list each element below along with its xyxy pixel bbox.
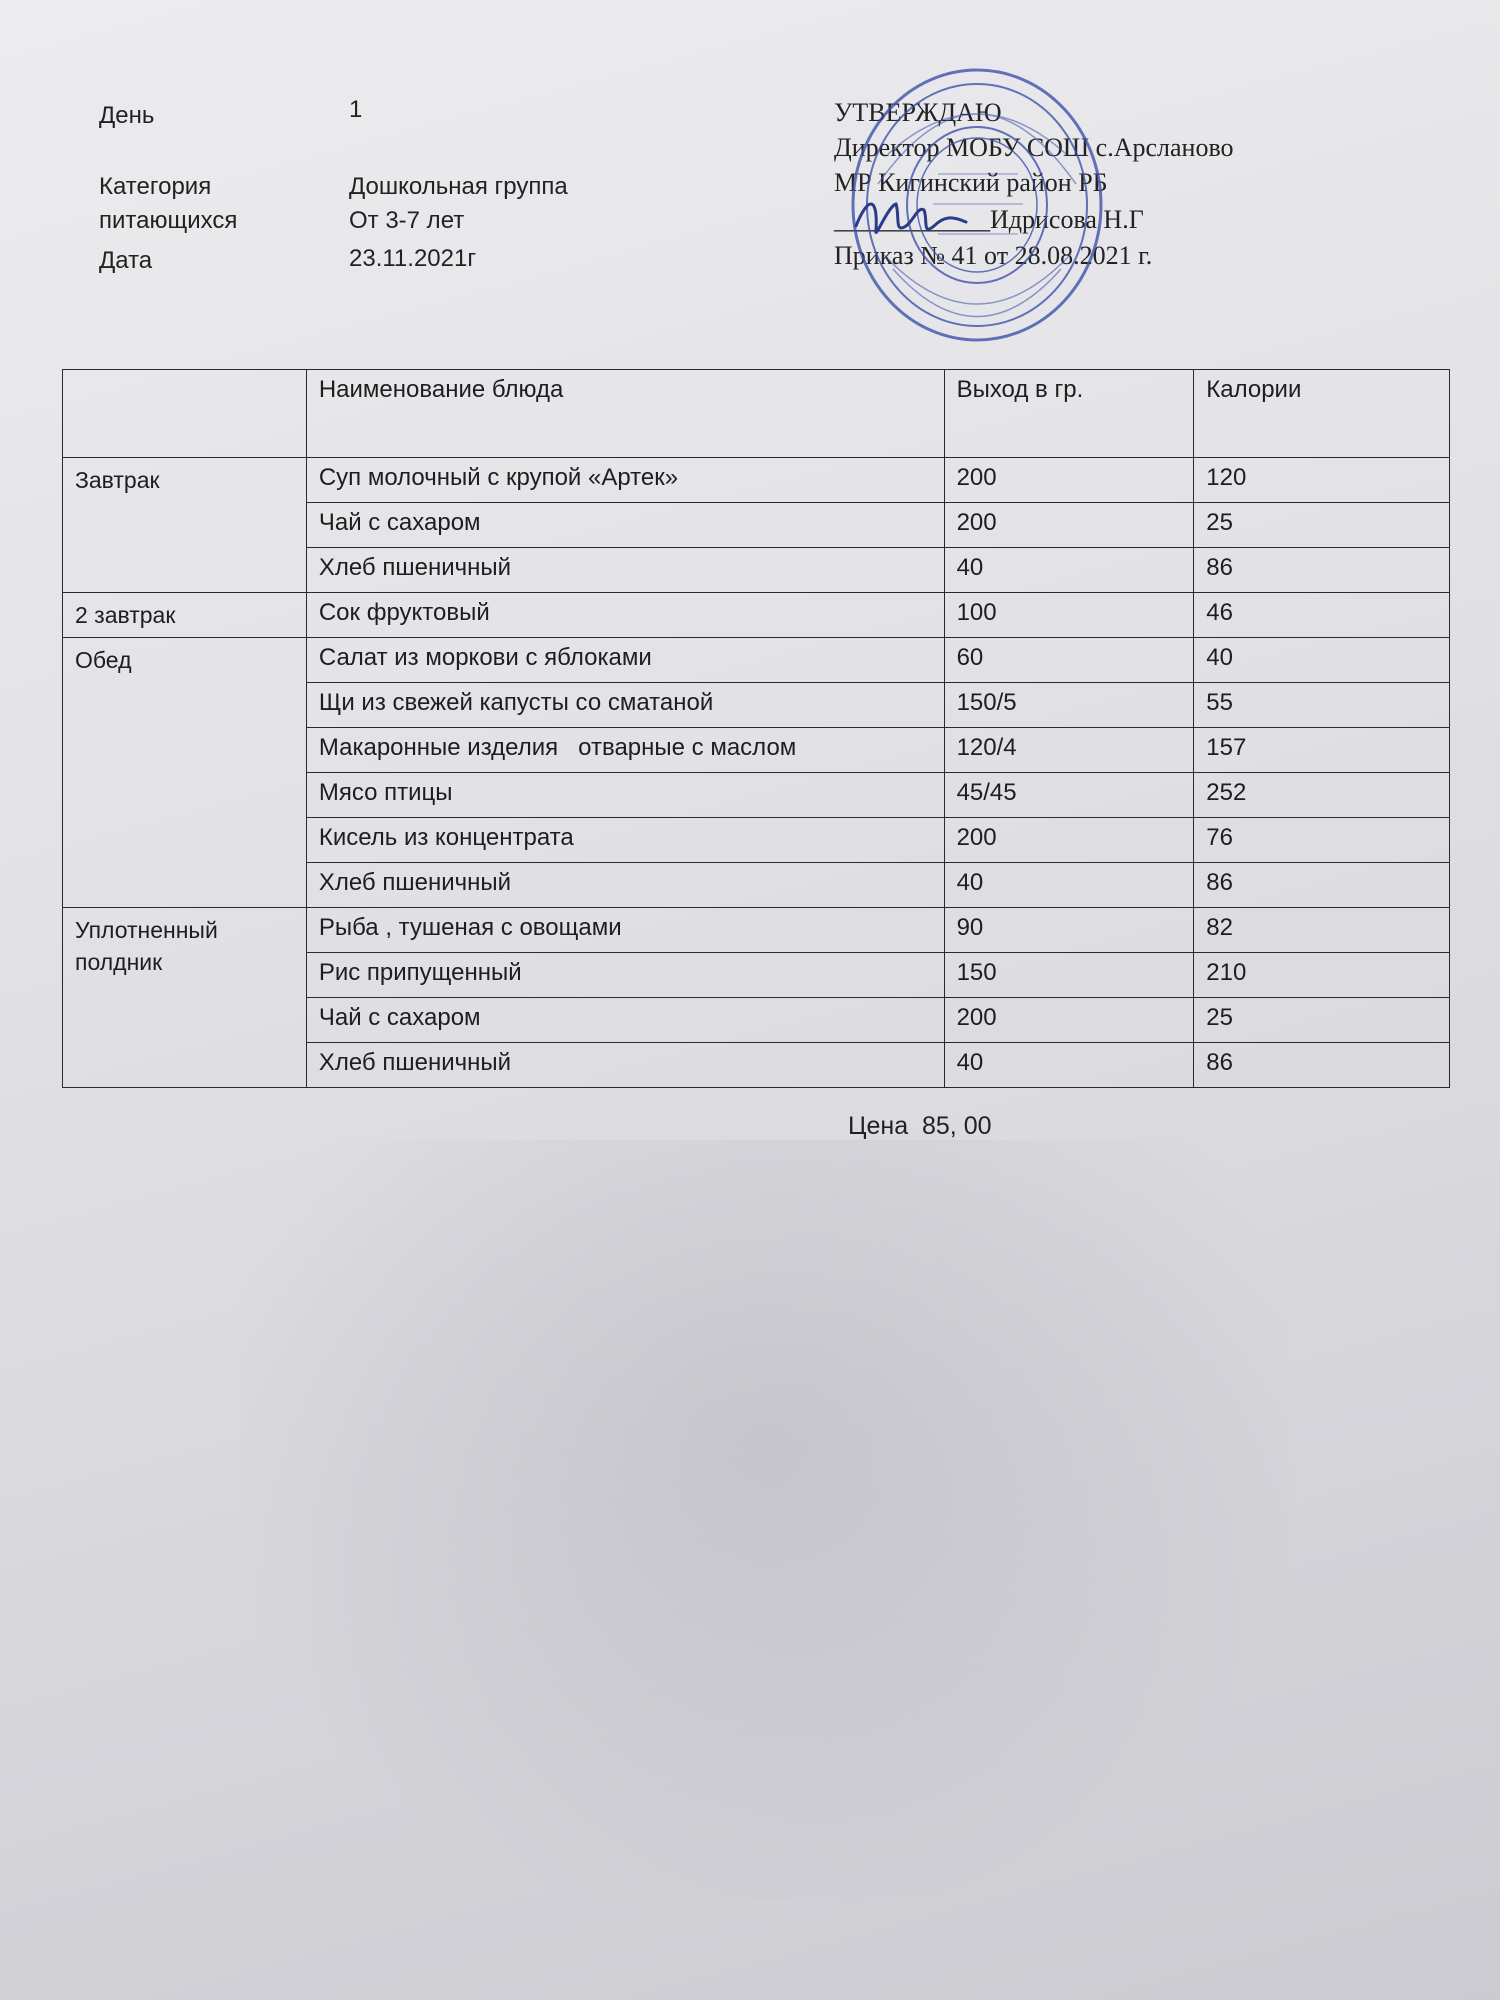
dish-cell: Салат из моркови с яблоками [306, 638, 944, 683]
header-output: Выход в гр. [944, 370, 1194, 458]
dish-cell: Чай с сахаром [306, 503, 944, 548]
day-value: 1 [349, 96, 363, 123]
menu-table [62, 369, 1450, 1088]
calories-cell: 252 [1194, 773, 1450, 818]
category-label-line1: Категория [99, 173, 212, 200]
output-cell: 90 [944, 908, 1194, 953]
calories-cell: 76 [1194, 818, 1450, 863]
category-label-line2: питающихся [99, 207, 238, 234]
calories-cell: 86 [1194, 548, 1450, 593]
date-value: 23.11.2021г [349, 245, 477, 272]
date-label: Дата [99, 247, 153, 274]
output-cell: 40 [944, 1043, 1194, 1088]
calories-cell: 40 [1194, 638, 1450, 683]
dish-cell: Сок фруктовый [306, 593, 944, 638]
calories-cell: 86 [1194, 1043, 1450, 1088]
calories-cell: 120 [1194, 458, 1450, 503]
dish-cell: Мясо птицы [306, 773, 944, 818]
meal-afternoon-snack: Уплотненный полдник [63, 908, 307, 1088]
approval-line-4: Приказ № 41 от 28.08.2021 г. [834, 241, 1153, 270]
calories-cell: 157 [1194, 728, 1450, 773]
header-calories: Калории [1194, 370, 1450, 458]
dish-cell: Рис припущенный [306, 953, 944, 998]
output-cell: 150 [944, 953, 1194, 998]
table-header-row [63, 370, 1450, 458]
calories-cell: 86 [1194, 863, 1450, 908]
approval-line-2: МР Кигинский район РБ [834, 168, 1108, 197]
calories-cell: 25 [1194, 998, 1450, 1043]
dish-cell: Хлеб пшеничный [306, 1043, 944, 1088]
dish-cell: Чай с сахаром [306, 998, 944, 1043]
dish-cell: Щи из свежей капусты со сматаной [306, 683, 944, 728]
output-cell: 60 [944, 638, 1194, 683]
meal-second-breakfast: 2 завтрак [63, 593, 307, 638]
dish-cell: Кисель из концентрата [306, 818, 944, 863]
output-cell: 40 [944, 863, 1194, 908]
calories-cell: 210 [1194, 953, 1450, 998]
dish-cell: Хлеб пшеничный [306, 863, 944, 908]
bleed-through-shadow [240, 1140, 1290, 1900]
category-value-line2: От 3-7 лет [349, 207, 465, 234]
output-cell: 200 [944, 998, 1194, 1043]
table-row [63, 908, 1450, 953]
price-label: Цена 85, 00 [848, 1112, 992, 1140]
meal-lunch: Обед [63, 638, 307, 908]
meal-breakfast: Завтрак [63, 458, 307, 593]
day-label: День [99, 102, 155, 129]
table-row [63, 458, 1450, 503]
approval-title: УТВЕРЖДАЮ [834, 98, 1002, 127]
output-cell: 45/45 [944, 773, 1194, 818]
output-cell: 120/4 [944, 728, 1194, 773]
output-cell: 200 [944, 503, 1194, 548]
table-row [63, 638, 1450, 683]
dish-cell: Суп молочный с крупой «Артек» [306, 458, 944, 503]
approval-line-3: ____________Идрисова Н.Г [834, 205, 1144, 234]
header-dish-name: Наименование блюда [306, 370, 944, 458]
calories-cell: 82 [1194, 908, 1450, 953]
calories-cell: 25 [1194, 503, 1450, 548]
output-cell: 200 [944, 818, 1194, 863]
header-meal [63, 370, 307, 458]
approval-line-1: Директор МОБУ СОШ с.Арсланово [834, 133, 1234, 162]
table-row [63, 593, 1450, 638]
output-cell: 100 [944, 593, 1194, 638]
dish-cell: Макаронные изделия отварные с маслом [306, 728, 944, 773]
calories-cell: 46 [1194, 593, 1450, 638]
output-cell: 200 [944, 458, 1194, 503]
category-value-line1: Дошкольная группа [349, 173, 568, 200]
output-cell: 150/5 [944, 683, 1194, 728]
dish-cell: Рыба , тушеная с овощами [306, 908, 944, 953]
signature-icon [848, 186, 978, 246]
calories-cell: 55 [1194, 683, 1450, 728]
output-cell: 40 [944, 548, 1194, 593]
dish-cell: Хлеб пшеничный [306, 548, 944, 593]
